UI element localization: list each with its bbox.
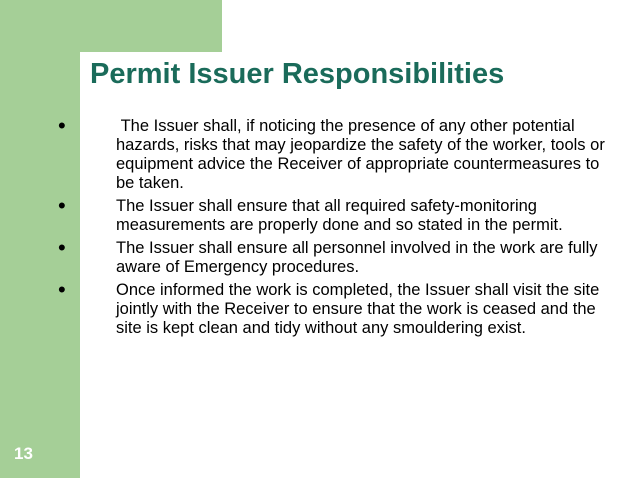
bullet-text: The Issuer shall ensure all personnel involved in the work are fully aware of Emergency procedures. (116, 239, 598, 276)
bullet-item-3 (58, 235, 618, 277)
bullet-icon: • (58, 235, 66, 260)
bullet-icon: • (58, 193, 66, 218)
bullet-text: Once informed the work is completed, the Issuer shall visit the site jointly with the Receiver to ensure that the work is ceased and the site is kept clean and tidy without any smouldering exist. (116, 281, 600, 337)
bullet-icon: • (58, 277, 66, 302)
top-accent-block (0, 0, 222, 52)
bullet-item-2 (58, 193, 618, 235)
bullet-item-1 (58, 113, 618, 193)
bullet-text: The Issuer shall ensure that all required safety-monitoring measurements are properly done and so stated in the permit. (116, 197, 563, 234)
bullet-text: The Issuer shall, if noticing the presence of any other potential hazards, risks that may jeopardize the safety of the worker, tools or equipment advice the Receiver of appropriate countermeasures to be taken. (116, 117, 610, 192)
bullet-list (58, 113, 618, 342)
bullet-item-4 (58, 277, 618, 338)
slide-title: Permit Issuer Responsibilities (90, 58, 505, 90)
bullet-icon: • (58, 113, 66, 138)
slide-number: 13 (14, 444, 33, 463)
